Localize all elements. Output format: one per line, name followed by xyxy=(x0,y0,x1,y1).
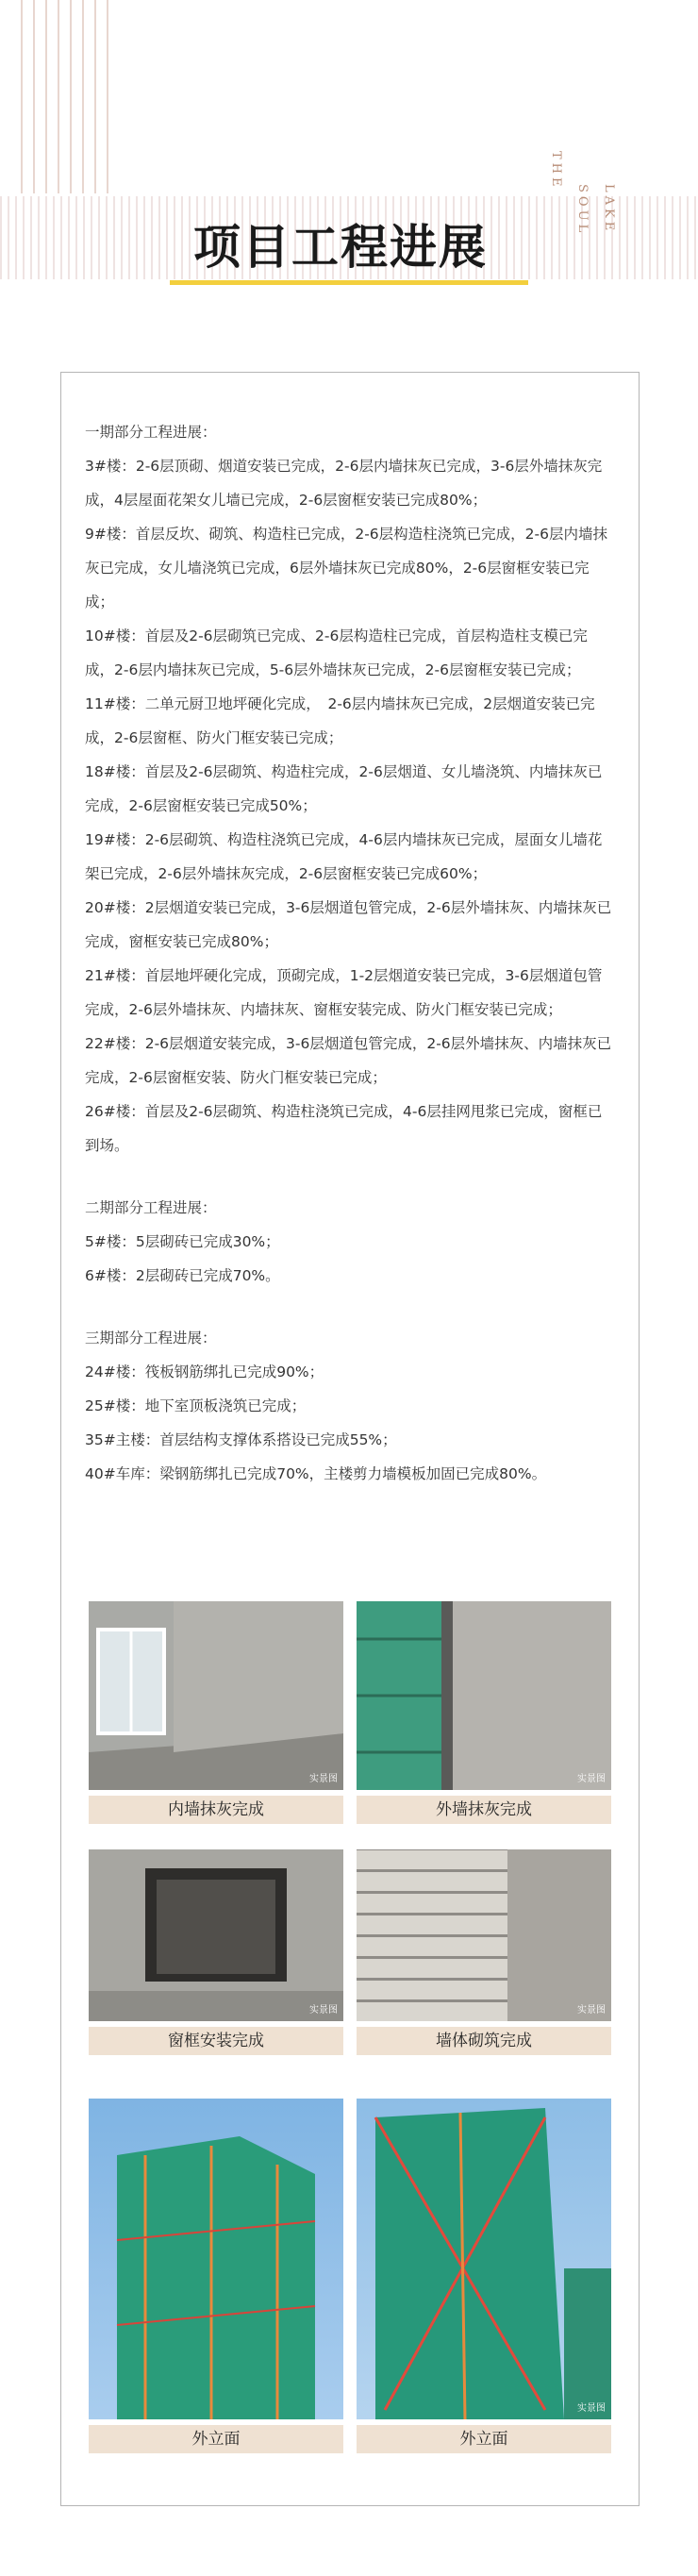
phase1-item: 19#楼：2-6层砌筑、构造柱浇筑已完成，4-6层内墙抹灰已完成，屋面女儿墙花架已完成，2-6层外墙抹灰完成，2-6层窗框安装已完成60%； xyxy=(85,831,603,882)
photo-exterior-plaster xyxy=(357,1601,611,1790)
phase1-title: 一期部分工程进展： xyxy=(85,424,217,441)
photo-card xyxy=(357,1601,611,1824)
photo-facade-2 xyxy=(357,2099,611,2419)
phase1-item: 21#楼：首层地坪硬化完成，顶砌完成，1-2层烟道安装已完成，3-6层烟道包管完成，2-6层外墙抹灰、内墙抹灰、窗框安装完成、防火门框安装已完成； xyxy=(85,967,603,1018)
photo-card xyxy=(357,2099,611,2453)
photo-caption: 外立面 xyxy=(357,2425,611,2453)
photo-caption: 内墙抹灰完成 xyxy=(89,1796,343,1824)
photo-tag: 实景图 xyxy=(577,2005,606,2016)
brand-soul: SOUL xyxy=(575,184,590,237)
phase1-item: 11#楼：二单元厨卫地坪硬化完成， 2-6层内墙抹灰已完成，2层烟道安装已完成，2-6层窗框、防火门框安装已完成； xyxy=(85,695,595,746)
photo-tag: 实景图 xyxy=(577,2403,606,2414)
photo-card xyxy=(89,1601,343,1824)
photo-caption: 窗框安装完成 xyxy=(89,2027,343,2055)
phase1-item: 20#楼：2层烟道安装已完成，3-6层烟道包管完成，2-6层外墙抹灰、内墙抹灰已完成，窗框安装已完成80%； xyxy=(85,899,612,950)
phase1-item: 18#楼：首层及2-6层砌筑、构造柱完成，2-6层烟道、女儿墙浇筑、内墙抹灰已完成，2-6层窗框安装已完成50%； xyxy=(85,763,603,814)
brand-the: THE xyxy=(549,151,563,191)
photo-tag: 实景图 xyxy=(309,2005,338,2016)
phase1-item: 10#楼：首层及2-6层砌筑已完成、2-6层构造柱已完成，首层构造柱支模已完成，2-6层内墙抹灰已完成，5-6层外墙抹灰已完成，2-6层窗框安装已完成； xyxy=(85,627,588,678)
phase1-item: 9#楼：首层反坎、砌筑、构造柱已完成，2-6层构造柱浇筑已完成，2-6层内墙抹灰已完成，女儿墙浇筑已完成，6层外墙抹灰已完成80%，2-6层窗框安装已完成； xyxy=(85,526,607,611)
photo-caption: 外墙抹灰完成 xyxy=(357,1796,611,1824)
photo-window-frame xyxy=(89,1849,343,2021)
decorative-stripes xyxy=(21,0,108,193)
photo-tag: 实景图 xyxy=(577,1774,606,1784)
photo-interior-plaster xyxy=(89,1601,343,1790)
brand-lake: LAKE xyxy=(602,184,616,235)
header xyxy=(0,0,698,311)
photo-card xyxy=(89,2099,343,2453)
phase3-item: 25#楼：地下室顶板浇筑已完成； xyxy=(85,1397,307,1414)
photo-card xyxy=(89,1849,343,2055)
phase3-item: 40#车库：梁钢筋绑扎已完成70%，主楼剪力墙模板加固已完成80%。 xyxy=(85,1465,547,1482)
phase3-title: 三期部分工程进展： xyxy=(85,1330,217,1347)
photo-brick-wall xyxy=(357,1849,611,2021)
progress-text xyxy=(85,415,613,1491)
photo-caption: 墙体砌筑完成 xyxy=(357,2027,611,2055)
phase2-item: 6#楼：2层砌砖已完成70%。 xyxy=(85,1267,280,1284)
photo-caption: 外立面 xyxy=(89,2425,343,2453)
phase1-item: 3#楼：2-6层顶砌、烟道安装已完成，2-6层内墙抹灰已完成，3-6层外墙抹灰完成，4层屋面花架女儿墙已完成，2-6层窗框安装已完成80%； xyxy=(85,458,603,509)
photo-tag: 实景图 xyxy=(309,1774,338,1784)
title-underline xyxy=(170,280,528,285)
phase1-item: 26#楼：首层及2-6层砌筑、构造柱浇筑已完成，4-6层挂网甩浆已完成，窗框已到场。 xyxy=(85,1103,603,1154)
phase2-item: 5#楼：5层砌砖已完成30%； xyxy=(85,1233,280,1250)
page-title: 项目工程进展 xyxy=(193,219,488,275)
phase1-item: 22#楼：2-6层烟道安装完成，3-6层烟道包管完成，2-6层外墙抹灰、内墙抹灰已完成，2-6层窗框安装、防火门框安装已完成； xyxy=(85,1035,612,1086)
phase3-item: 24#楼：筏板钢筋绑扎已完成90%； xyxy=(85,1363,324,1380)
photo-facade-1 xyxy=(89,2099,343,2419)
phase2-title: 二期部分工程进展： xyxy=(85,1199,217,1216)
photo-card xyxy=(357,1849,611,2055)
phase3-item: 35#主楼：首层结构支撑体系搭设已完成55%； xyxy=(85,1431,397,1448)
